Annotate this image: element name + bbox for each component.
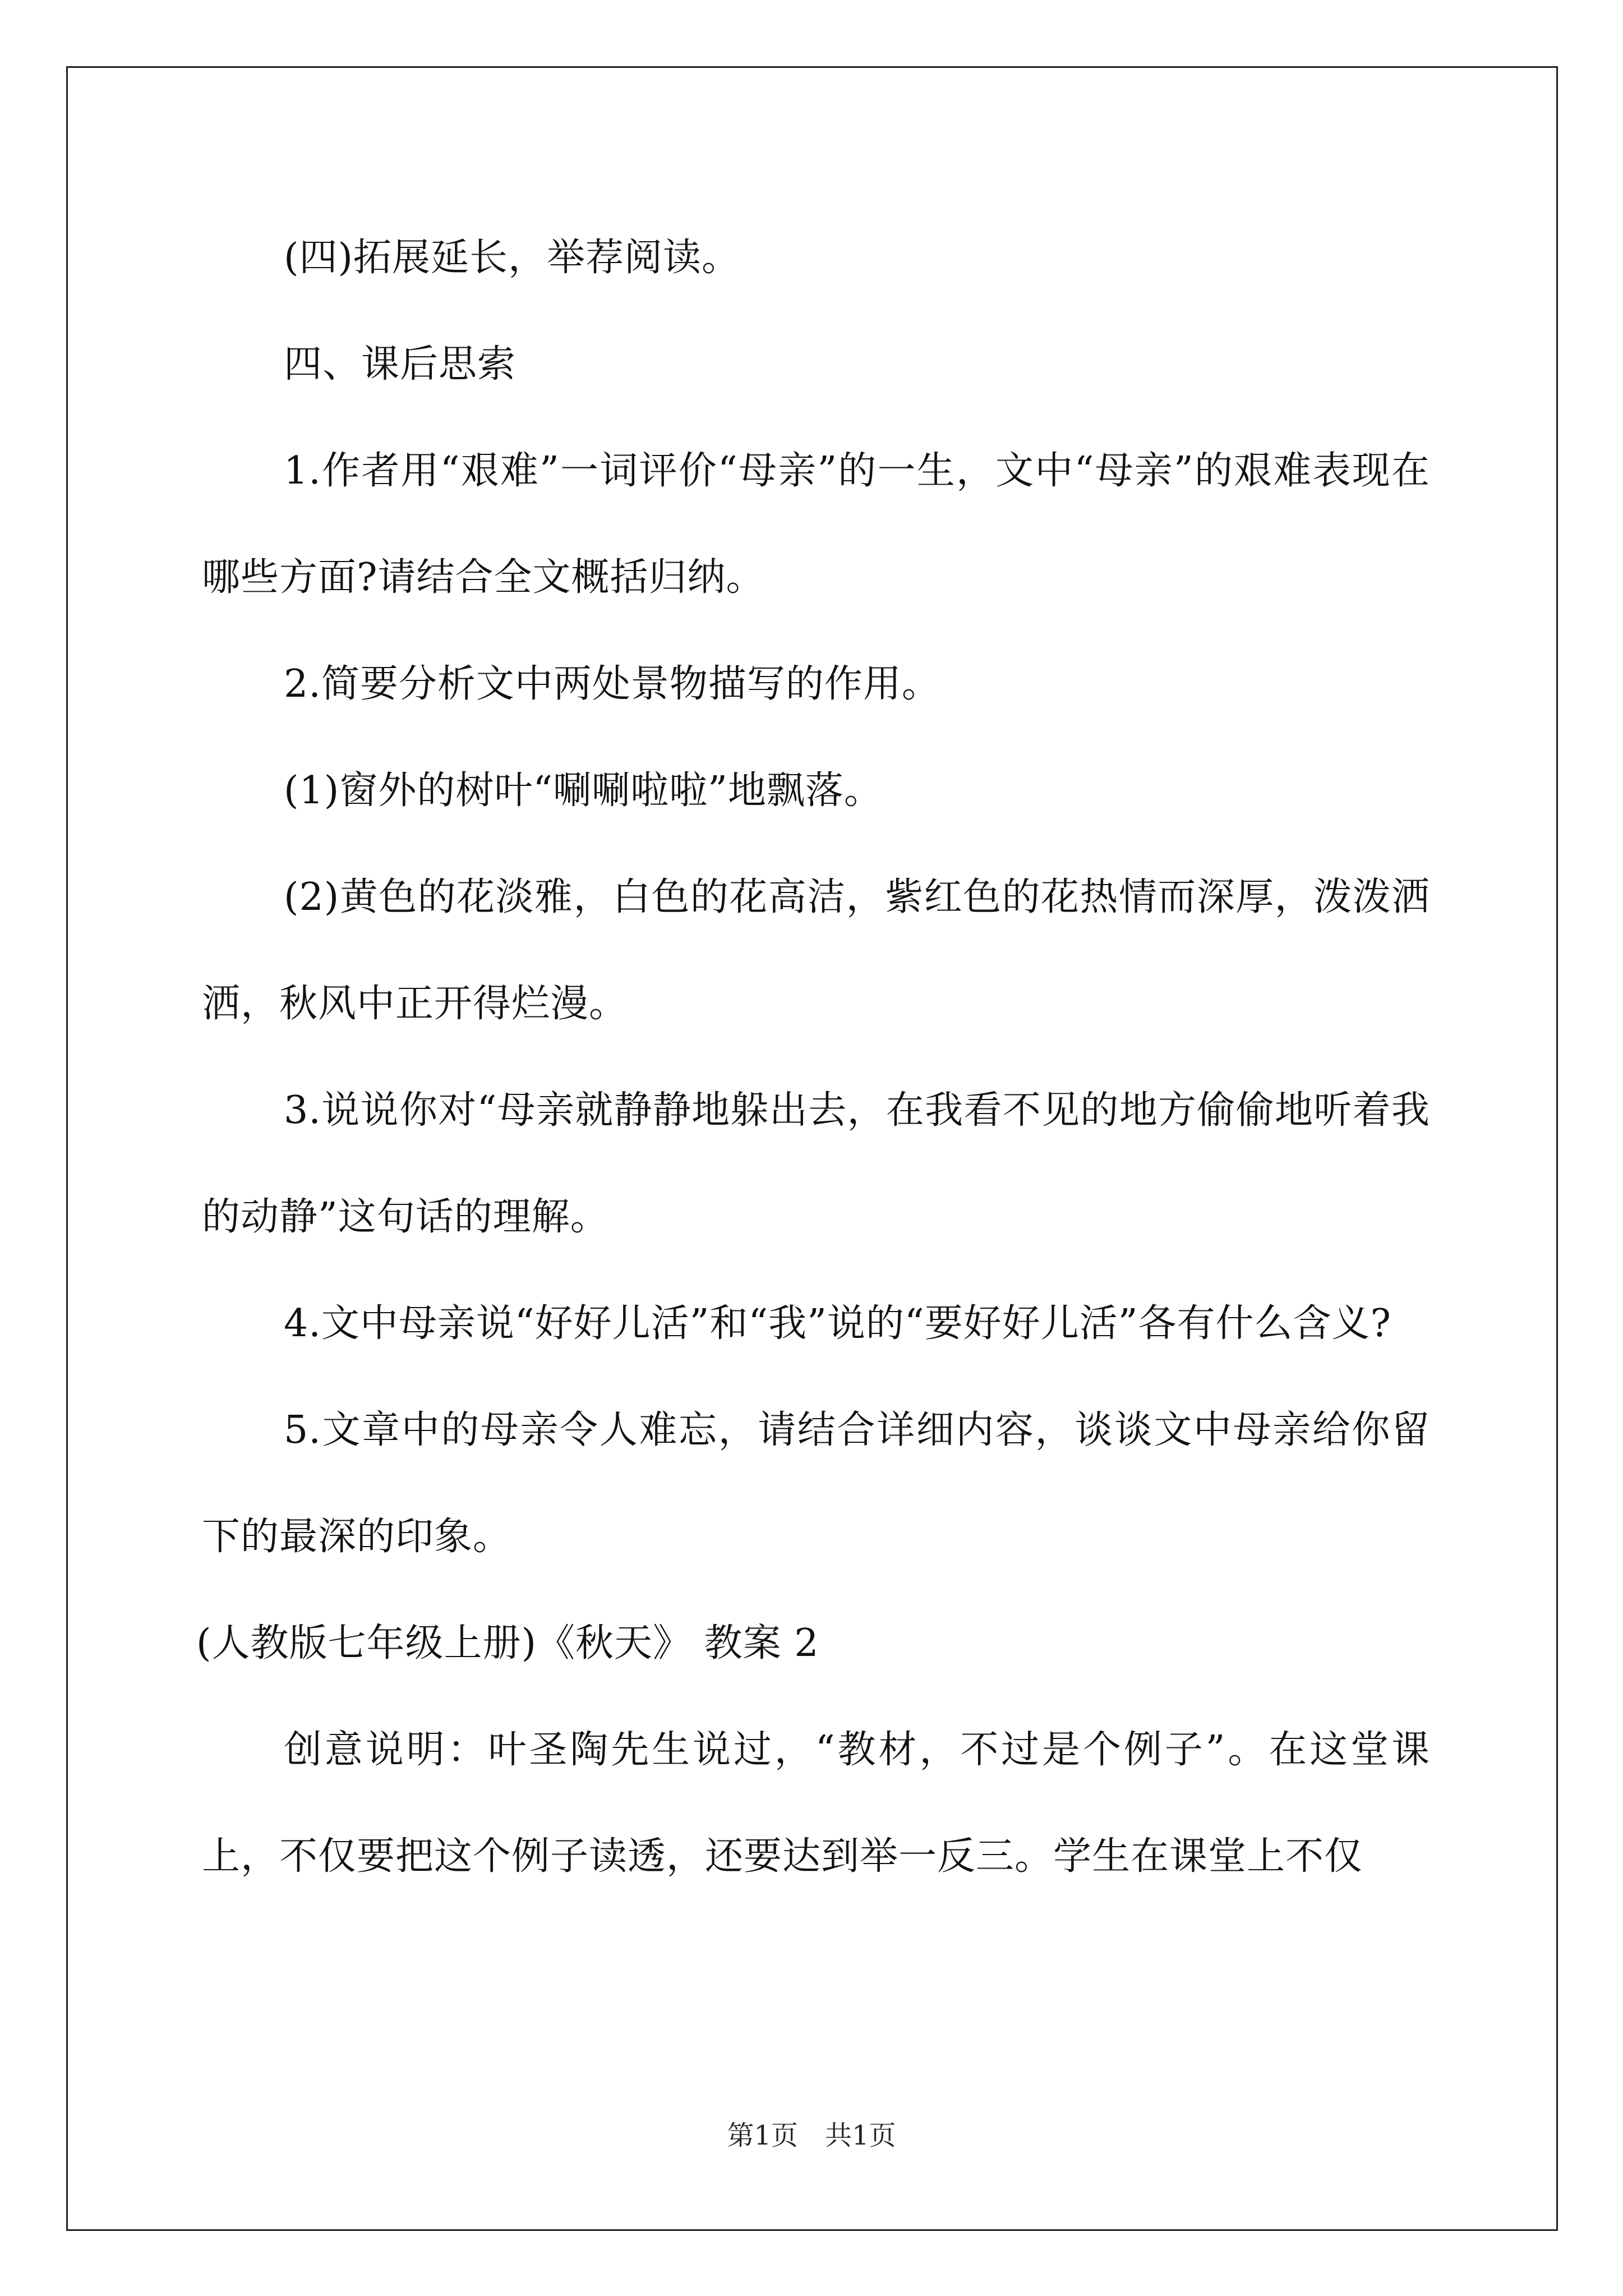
creative-explanation: 创意说明：叶圣陶先生说过，“教材，不过是个例子”。在这堂课上，不仅要把这个例子读透，还要达到举一反三。学生在课堂上不仅 [202,1728,1430,1879]
question-4: 4.文中母亲说“好好儿活”和“我”说的“要好好儿活”各有什么含义? [284,1301,1391,1346]
question-5: 5.文章中的母亲令人难忘，请结合详细内容，谈谈文中母亲给你留下的最深的印象。 [202,1408,1430,1559]
section-heading-after-class: 四、课后思索 [284,342,517,386]
question-2-sub-2: (2)黄色的花淡雅，白色的花高洁，紫红色的花热情而深厚，泼泼洒洒，秋风中正开得烂漫。 [202,875,1430,1026]
question-3: 3.说说你对“母亲就静静地躲出去，在我看不见的地方偷偷地听着我的动静”这句话的理解。 [202,1088,1430,1239]
document-body [196,205,1430,1910]
page-footer: 第1页 共1页 [727,2120,896,2151]
question-2: 2.简要分析文中两处景物描写的作用。 [284,662,940,706]
question-2-sub-1: (1)窗外的树叶“唰唰啦啦”地飘落。 [284,769,883,813]
paragraph-extension-reading: (四)拓展延长，举荐阅读。 [284,236,741,280]
lesson-plan-title: (人教版七年级上册)《秋天》 教案 2 [196,1621,819,1665]
question-1: 1.作者用“艰难”一词评价“母亲”的一生，文中“母亲”的艰难表现在哪些方面?请结合全文概括归纳。 [202,449,1430,600]
